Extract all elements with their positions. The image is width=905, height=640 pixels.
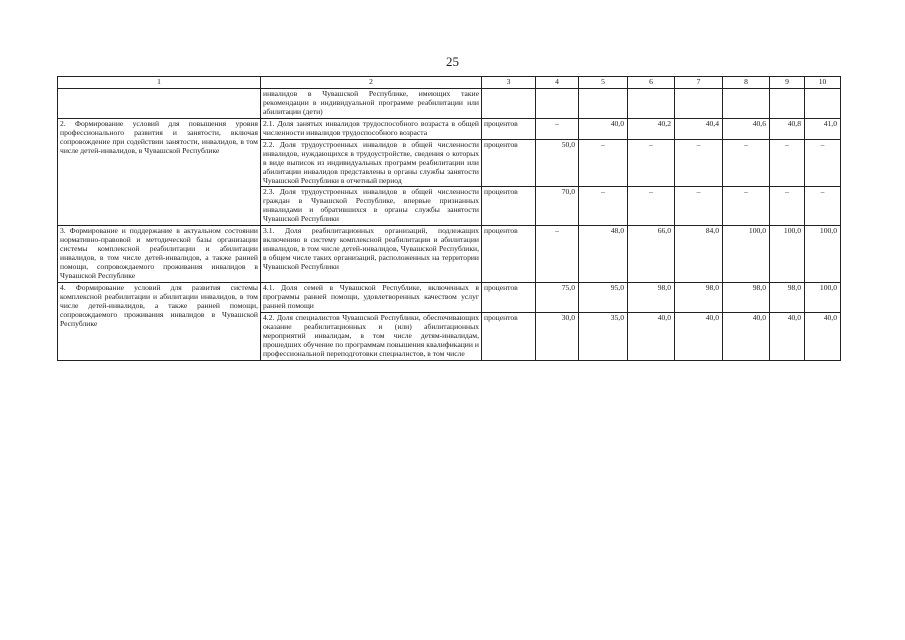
indicators-table — [57, 76, 841, 361]
value-cell: 48,0 — [579, 226, 628, 283]
indicator-cell: 2.3. Доля трудоустроенных инвалидов в общей численности граждан в Чувашской Республике, впервые признанных инвалидами и обратившихся в органы службы занятости Чувашской Республики — [261, 187, 482, 226]
value-cell: – — [723, 187, 770, 226]
task-cell: 4. Формирование условий для развития системы комплексной реабилитации и абилитации инвалидов, в том числе детей-инвалидов, а также ранней помощи, сопровождаемого проживания инвалидов в Чувашской Республике — [58, 283, 261, 361]
value-cell: 84,0 — [675, 226, 723, 283]
value-cell: 100,0 — [805, 283, 841, 313]
value-cell — [628, 88, 675, 118]
value-cell — [723, 88, 770, 118]
value-cell: 98,0 — [675, 283, 723, 313]
header-cell: 7 — [675, 77, 723, 89]
value-cell: 40,0 — [579, 118, 628, 139]
value-cell: 70,0 — [536, 187, 579, 226]
value-cell — [536, 88, 579, 118]
value-cell: 40,0 — [723, 312, 770, 360]
indicator-cell: 4.1. Доля семей в Чувашской Республике, включенных в программы ранней помощи, удовлетворенных качеством услуг ранней помощи — [261, 283, 482, 313]
task-cell: 2. Формирование условий для повышения уровня профессионального развития и занятости, включая сопровождение при содействии занятости, инвалидов, в том числе детей-инвалидов, в Чувашской Республике — [58, 118, 261, 225]
value-cell: 40,0 — [675, 312, 723, 360]
value-cell: 41,0 — [805, 118, 841, 139]
table-row — [58, 226, 841, 283]
header-cell: 6 — [628, 77, 675, 89]
value-cell: – — [805, 139, 841, 187]
value-cell — [805, 88, 841, 118]
value-cell: 66,0 — [628, 226, 675, 283]
value-cell: – — [723, 139, 770, 187]
value-cell: 40,0 — [805, 312, 841, 360]
value-cell — [675, 88, 723, 118]
table-row — [58, 88, 841, 118]
value-cell: 100,0 — [770, 226, 805, 283]
value-cell: – — [628, 187, 675, 226]
value-cell: – — [628, 139, 675, 187]
unit-cell: процентов — [482, 139, 536, 187]
task-cell: 3. Формирование и поддержание в актуальном состоянии нормативно-правовой и методической базы организации системы комплексной реабилитации и абилитации инвалидов, в том числе детей-инвалидов, а также ранней помощи, сопровождаемого проживания инвалидов в Чувашской Республике — [58, 226, 261, 283]
indicator-cell: 3.1. Доля реабилитационных организаций, подлежащих включению в систему комплексной реабилитации и абилитации инвалидов, в том числе детей-инвалидов, Чувашской Республики, в общем числе таких организаций, расположенных на территории Чувашской Республики — [261, 226, 482, 283]
value-cell: 40,0 — [770, 312, 805, 360]
header-cell: 10 — [805, 77, 841, 89]
indicator-cell: 2.1. Доля занятых инвалидов трудоспособного возраста в общей численности инвалидов трудоспособного возраста — [261, 118, 482, 139]
value-cell: 50,0 — [536, 139, 579, 187]
header-cell: 1 — [58, 77, 261, 89]
value-cell: – — [770, 139, 805, 187]
value-cell: – — [675, 187, 723, 226]
table-row — [58, 118, 841, 139]
value-cell: 40,6 — [723, 118, 770, 139]
header-cell: 5 — [579, 77, 628, 89]
unit-cell — [482, 88, 536, 118]
value-cell: 98,0 — [628, 283, 675, 313]
unit-cell: процентов — [482, 226, 536, 283]
value-cell: – — [536, 118, 579, 139]
value-cell: 30,0 — [536, 312, 579, 360]
header-cell: 4 — [536, 77, 579, 89]
value-cell — [770, 88, 805, 118]
value-cell — [579, 88, 628, 118]
value-cell: 40,2 — [628, 118, 675, 139]
value-cell: 100,0 — [805, 226, 841, 283]
value-cell: 75,0 — [536, 283, 579, 313]
value-cell: 95,0 — [579, 283, 628, 313]
value-cell: – — [770, 187, 805, 226]
unit-cell: процентов — [482, 312, 536, 360]
value-cell: 98,0 — [723, 283, 770, 313]
unit-cell: процентов — [482, 283, 536, 313]
value-cell: 40,4 — [675, 118, 723, 139]
value-cell: – — [536, 226, 579, 283]
value-cell: 40,8 — [770, 118, 805, 139]
value-cell: 100,0 — [723, 226, 770, 283]
value-cell: – — [805, 187, 841, 226]
value-cell: – — [579, 139, 628, 187]
header-cell: 8 — [723, 77, 770, 89]
header-cell: 9 — [770, 77, 805, 89]
header-cell: 3 — [482, 77, 536, 89]
header-cell: 2 — [261, 77, 482, 89]
unit-cell: процентов — [482, 118, 536, 139]
unit-cell: процентов — [482, 187, 536, 226]
table-row — [58, 283, 841, 313]
page-number: 25 — [446, 54, 459, 69]
value-cell: 40,0 — [628, 312, 675, 360]
value-cell: 35,0 — [579, 312, 628, 360]
value-cell: – — [579, 187, 628, 226]
task-cell — [58, 88, 261, 118]
table-header-row — [58, 77, 841, 89]
indicator-cell: 4.2. Доля специалистов Чувашской Республики, обеспечивающих оказание реабилитационных и (или) абилитационных мероприятий инвалидам, в том числе детям-инвалидам, прошедших обучение по программам повышения квалификации и профессиональной переподготовки специалистов, в том числе — [261, 312, 482, 360]
indicator-cell: 2.2. Доля трудоустроенных инвалидов в общей численности инвалидов, нуждающихся в трудоустройстве, сведения о которых в виде выписок из индивидуальных программ реабилитации или абилитации инвалидов представлены в органы службы занятости Чувашской Республики в отчетный период — [261, 139, 482, 187]
value-cell: – — [675, 139, 723, 187]
value-cell: 98,0 — [770, 283, 805, 313]
indicator-cell: инвалидов в Чувашской Республике, имеющих такие рекомендации в индивидуальной программе реабилитации или абилитации (дети) — [261, 88, 482, 118]
